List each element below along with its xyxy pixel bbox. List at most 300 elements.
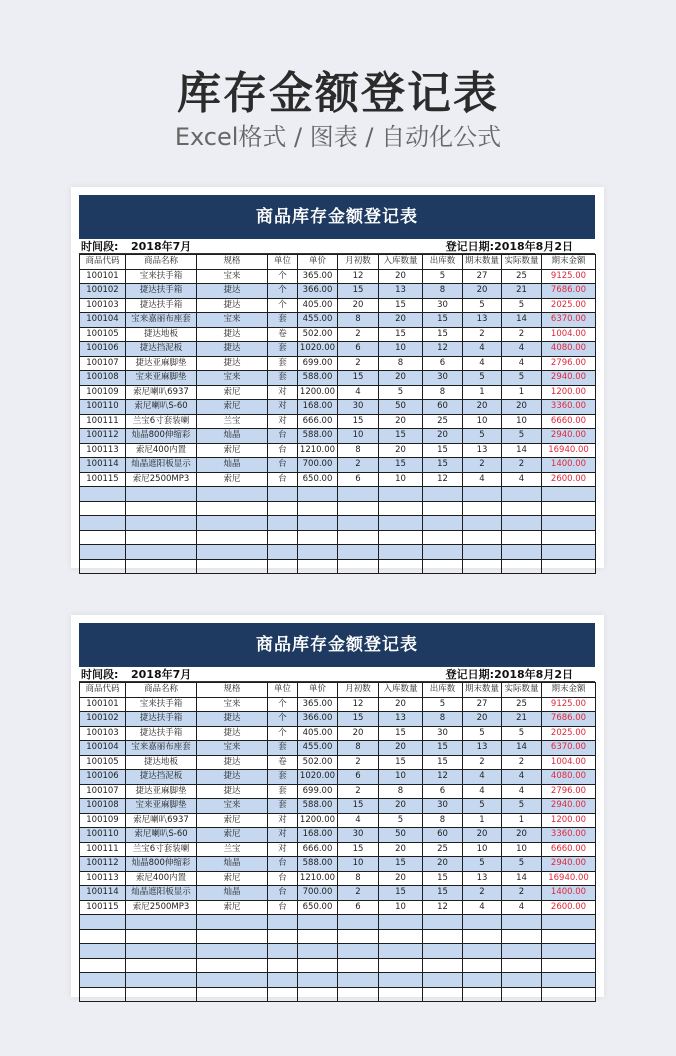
empty-cell: [126, 987, 197, 1002]
cell-col-opening: 20: [338, 298, 379, 313]
empty-cell: [463, 929, 502, 944]
cell-col-amount: 2600.00: [542, 900, 596, 915]
table-row: [80, 857, 596, 872]
cell-col-actual: 4: [502, 356, 542, 371]
cell-col-name: 索尼喇叭6937: [126, 385, 197, 400]
empty-row: [80, 958, 596, 973]
cell-col-name: 宝来扶手箱: [126, 697, 197, 712]
empty-cell: [126, 973, 197, 988]
empty-cell: [502, 915, 542, 930]
cell-col-code: 100108: [80, 799, 126, 814]
cell-col-price: 1200.00: [298, 813, 338, 828]
cell-col-amount: 2940.00: [542, 371, 596, 386]
empty-cell: [542, 944, 596, 959]
cell-col-amount: 6370.00: [542, 313, 596, 328]
cell-col-actual: 10: [502, 414, 542, 429]
cell-col-opening: 20: [338, 726, 379, 741]
empty-cell: [126, 929, 197, 944]
cell-col-actual: 1: [502, 813, 542, 828]
empty-cell: [126, 958, 197, 973]
cell-col-actual: 2: [502, 755, 542, 770]
empty-cell: [338, 915, 379, 930]
empty-cell: [379, 987, 423, 1002]
cell-col-in: 15: [379, 857, 423, 872]
cell-col-actual: 25: [502, 697, 542, 712]
cell-col-price: 1020.00: [298, 342, 338, 357]
empty-cell: [502, 545, 542, 560]
empty-cell: [463, 530, 502, 545]
empty-cell: [502, 973, 542, 988]
empty-cell: [379, 958, 423, 973]
empty-cell: [423, 516, 463, 531]
cell-col-spec: 捷达: [197, 726, 268, 741]
cell-col-price: 700.00: [298, 458, 338, 473]
empty-cell: [542, 530, 596, 545]
table-row: [80, 371, 596, 386]
cell-col-opening: 30: [338, 400, 379, 415]
cell-col-in: 50: [379, 828, 423, 843]
cell-col-name: 兰宝6寸套装喇: [126, 414, 197, 429]
cell-col-code: 100102: [80, 284, 126, 299]
table-row: [80, 400, 596, 415]
empty-cell: [379, 973, 423, 988]
cell-col-opening: 2: [338, 458, 379, 473]
cell-col-code: 100104: [80, 741, 126, 756]
cell-col-price: 1020.00: [298, 770, 338, 785]
empty-cell: [542, 559, 596, 574]
cell-col-amount: 1004.00: [542, 755, 596, 770]
register-date: 登记日期:2018年8月2日: [445, 240, 573, 253]
cell-col-code: 100113: [80, 443, 126, 458]
empty-cell: [338, 973, 379, 988]
cell-col-actual: 4: [502, 770, 542, 785]
page-subtitle: Excel格式 / 图表 / 自动化公式: [174, 123, 502, 151]
empty-cell: [423, 487, 463, 502]
cell-col-closing: 1: [463, 813, 502, 828]
cell-col-out: 5: [423, 697, 463, 712]
cell-col-closing: 20: [463, 828, 502, 843]
cell-col-unit: 对: [268, 414, 298, 429]
empty-cell: [542, 487, 596, 502]
cell-col-amount: 2796.00: [542, 356, 596, 371]
cell-col-out: 30: [423, 298, 463, 313]
empty-cell: [502, 929, 542, 944]
empty-cell: [542, 545, 596, 560]
cell-col-name: 宝来扶手箱: [126, 269, 197, 284]
cell-col-amount: 1400.00: [542, 458, 596, 473]
cell-col-code: 100106: [80, 770, 126, 785]
table-row: [80, 298, 596, 313]
empty-cell: [197, 545, 268, 560]
cell-col-name: 捷达挡泥板: [126, 342, 197, 357]
cell-col-closing: 2: [463, 458, 502, 473]
cell-col-closing: 5: [463, 799, 502, 814]
cell-col-closing: 20: [463, 284, 502, 299]
cell-col-in: 10: [379, 770, 423, 785]
empty-cell: [542, 915, 596, 930]
empty-cell: [298, 915, 338, 930]
cell-col-code: 100101: [80, 697, 126, 712]
empty-cell: [338, 516, 379, 531]
spreadsheet: [79, 623, 595, 1002]
cell-col-actual: 5: [502, 371, 542, 386]
cell-col-name: 索尼喇叭S-60: [126, 400, 197, 415]
cell-col-closing: 5: [463, 429, 502, 444]
cell-col-unit: 对: [268, 385, 298, 400]
empty-cell: [80, 487, 126, 502]
empty-cell: [126, 501, 197, 516]
empty-cell: [298, 545, 338, 560]
cell-col-price: 365.00: [298, 269, 338, 284]
empty-cell: [379, 487, 423, 502]
cell-col-unit: 套: [268, 741, 298, 756]
cell-col-actual: 20: [502, 400, 542, 415]
cell-col-in: 20: [379, 313, 423, 328]
table-row: [80, 741, 596, 756]
cell-col-in: 13: [379, 284, 423, 299]
cell-col-unit: 个: [268, 284, 298, 299]
cell-col-unit: 个: [268, 269, 298, 284]
cell-col-closing: 4: [463, 784, 502, 799]
empty-cell: [338, 559, 379, 574]
cell-col-in: 15: [379, 755, 423, 770]
cell-col-opening: 12: [338, 697, 379, 712]
empty-cell: [80, 545, 126, 560]
cell-col-closing: 2: [463, 327, 502, 342]
header-col-actual: 实际数量: [502, 683, 542, 698]
cell-col-amount: 3360.00: [542, 828, 596, 843]
cell-col-price: 502.00: [298, 327, 338, 342]
cell-col-in: 15: [379, 886, 423, 901]
cell-col-in: 20: [379, 414, 423, 429]
cell-col-in: 20: [379, 269, 423, 284]
cell-col-out: 60: [423, 828, 463, 843]
cell-col-price: 588.00: [298, 799, 338, 814]
empty-cell: [542, 958, 596, 973]
empty-cell: [298, 929, 338, 944]
cell-col-code: 100110: [80, 828, 126, 843]
empty-cell: [80, 516, 126, 531]
cell-col-price: 366.00: [298, 284, 338, 299]
table-row: [80, 697, 596, 712]
cell-col-opening: 10: [338, 429, 379, 444]
cell-col-price: 1200.00: [298, 385, 338, 400]
cell-col-out: 20: [423, 857, 463, 872]
empty-cell: [197, 501, 268, 516]
cell-col-closing: 4: [463, 356, 502, 371]
cell-col-spec: 捷达: [197, 770, 268, 785]
header-col-code: 商品代码: [80, 255, 126, 270]
sheet-preview-2: [71, 615, 604, 997]
period-value: 2018年7月: [131, 240, 192, 253]
empty-cell: [298, 958, 338, 973]
cell-col-unit: 个: [268, 697, 298, 712]
cell-col-price: 588.00: [298, 429, 338, 444]
empty-cell: [268, 987, 298, 1002]
cell-col-code: 100114: [80, 886, 126, 901]
empty-cell: [338, 929, 379, 944]
cell-col-name: 捷达扶手箱: [126, 712, 197, 727]
empty-cell: [542, 516, 596, 531]
cell-col-unit: 套: [268, 770, 298, 785]
table-row: [80, 327, 596, 342]
cell-col-name: 捷达扶手箱: [126, 298, 197, 313]
cell-col-name: 宝来嘉丽布座套: [126, 313, 197, 328]
cell-col-unit: 套: [268, 799, 298, 814]
empty-cell: [268, 487, 298, 502]
cell-col-unit: 台: [268, 857, 298, 872]
cell-col-code: 100102: [80, 712, 126, 727]
empty-cell: [379, 516, 423, 531]
table-row: [80, 472, 596, 487]
empty-cell: [423, 944, 463, 959]
page-title: 库存金额登记表: [177, 68, 499, 119]
cell-col-in: 8: [379, 784, 423, 799]
header-col-spec: 规格: [197, 255, 268, 270]
cell-col-out: 25: [423, 414, 463, 429]
cell-col-opening: 10: [338, 857, 379, 872]
empty-cell: [379, 530, 423, 545]
cell-col-in: 20: [379, 799, 423, 814]
cell-col-amount: 2600.00: [542, 472, 596, 487]
empty-cell: [298, 559, 338, 574]
cell-col-price: 666.00: [298, 414, 338, 429]
cell-col-name: 捷达亚麻脚垫: [126, 356, 197, 371]
table-row: [80, 284, 596, 299]
empty-row: [80, 530, 596, 545]
cell-col-name: 宝来亚麻脚垫: [126, 371, 197, 386]
cell-col-code: 100109: [80, 385, 126, 400]
cell-col-unit: 个: [268, 298, 298, 313]
cell-col-spec: 灿晶: [197, 429, 268, 444]
cell-col-code: 100108: [80, 371, 126, 386]
sheet-info-row: [79, 239, 595, 254]
empty-cell: [502, 516, 542, 531]
cell-col-opening: 6: [338, 472, 379, 487]
cell-col-amount: 9125.00: [542, 269, 596, 284]
table-row: [80, 784, 596, 799]
cell-col-unit: 台: [268, 429, 298, 444]
cell-col-spec: 灿晶: [197, 857, 268, 872]
cell-col-code: 100103: [80, 298, 126, 313]
table-row: [80, 871, 596, 886]
cell-col-code: 100105: [80, 327, 126, 342]
cell-col-code: 100104: [80, 313, 126, 328]
empty-cell: [542, 501, 596, 516]
empty-cell: [423, 929, 463, 944]
cell-col-in: 8: [379, 356, 423, 371]
cell-col-spec: 捷达: [197, 784, 268, 799]
cell-col-spec: 兰宝: [197, 414, 268, 429]
cell-col-spec: 索尼: [197, 472, 268, 487]
cell-col-code: 100114: [80, 458, 126, 473]
cell-col-spec: 捷达: [197, 298, 268, 313]
cell-col-unit: 对: [268, 400, 298, 415]
cell-col-closing: 5: [463, 371, 502, 386]
empty-cell: [126, 545, 197, 560]
cell-col-unit: 套: [268, 342, 298, 357]
cell-col-price: 502.00: [298, 755, 338, 770]
empty-cell: [423, 501, 463, 516]
cell-col-code: 100112: [80, 857, 126, 872]
cell-col-in: 15: [379, 458, 423, 473]
cell-col-name: 宝来嘉丽布座套: [126, 741, 197, 756]
sheet-info-row: [79, 667, 595, 682]
cell-col-amount: 16940.00: [542, 871, 596, 886]
cell-col-out: 12: [423, 770, 463, 785]
empty-cell: [423, 915, 463, 930]
empty-cell: [268, 973, 298, 988]
empty-cell: [502, 530, 542, 545]
cell-col-opening: 8: [338, 443, 379, 458]
cell-col-out: 15: [423, 327, 463, 342]
empty-cell: [338, 545, 379, 560]
cell-col-price: 700.00: [298, 886, 338, 901]
cell-col-amount: 6370.00: [542, 741, 596, 756]
cell-col-actual: 5: [502, 857, 542, 872]
cell-col-code: 100113: [80, 871, 126, 886]
cell-col-amount: 1004.00: [542, 327, 596, 342]
cell-col-actual: 14: [502, 741, 542, 756]
empty-cell: [463, 987, 502, 1002]
cell-col-price: 650.00: [298, 900, 338, 915]
cell-col-spec: 宝来: [197, 741, 268, 756]
empty-cell: [197, 530, 268, 545]
cell-col-opening: 15: [338, 842, 379, 857]
cell-col-out: 8: [423, 813, 463, 828]
empty-cell: [379, 944, 423, 959]
cell-col-closing: 10: [463, 414, 502, 429]
table-row: [80, 443, 596, 458]
cell-col-opening: 6: [338, 770, 379, 785]
cell-col-out: 8: [423, 712, 463, 727]
cell-col-actual: 1: [502, 385, 542, 400]
period-label: 时间段:: [81, 240, 119, 253]
cell-col-name: 索尼400内置: [126, 871, 197, 886]
empty-cell: [379, 545, 423, 560]
cell-col-out: 15: [423, 458, 463, 473]
cell-col-opening: 4: [338, 813, 379, 828]
cell-col-actual: 4: [502, 342, 542, 357]
cell-col-amount: 2940.00: [542, 429, 596, 444]
cell-col-opening: 15: [338, 799, 379, 814]
cell-col-closing: 5: [463, 298, 502, 313]
header-col-actual: 实际数量: [502, 255, 542, 270]
table-row: [80, 712, 596, 727]
cell-col-closing: 27: [463, 269, 502, 284]
empty-cell: [197, 944, 268, 959]
cell-col-price: 168.00: [298, 400, 338, 415]
cell-col-price: 588.00: [298, 857, 338, 872]
cell-col-out: 15: [423, 313, 463, 328]
cell-col-unit: 台: [268, 871, 298, 886]
sheet-preview-1: [71, 187, 604, 568]
table-row: [80, 813, 596, 828]
empty-cell: [463, 958, 502, 973]
cell-col-name: 捷达地板: [126, 327, 197, 342]
table-row: [80, 414, 596, 429]
header-col-opening: 月初数: [338, 255, 379, 270]
empty-row: [80, 944, 596, 959]
cell-col-in: 50: [379, 400, 423, 415]
empty-cell: [463, 516, 502, 531]
cell-col-out: 6: [423, 784, 463, 799]
empty-row: [80, 929, 596, 944]
cell-col-code: 100111: [80, 842, 126, 857]
cell-col-out: 15: [423, 886, 463, 901]
cell-col-opening: 15: [338, 712, 379, 727]
cell-col-unit: 对: [268, 813, 298, 828]
cell-col-out: 30: [423, 799, 463, 814]
cell-col-name: 索尼400内置: [126, 443, 197, 458]
cell-col-price: 365.00: [298, 697, 338, 712]
cell-col-out: 12: [423, 900, 463, 915]
cell-col-closing: 2: [463, 755, 502, 770]
cell-col-opening: 2: [338, 755, 379, 770]
cell-col-unit: 套: [268, 371, 298, 386]
cell-col-unit: 套: [268, 784, 298, 799]
table-row: [80, 726, 596, 741]
cell-col-amount: 9125.00: [542, 697, 596, 712]
cell-col-actual: 2: [502, 327, 542, 342]
cell-col-out: 15: [423, 755, 463, 770]
cell-col-spec: 灿晶: [197, 886, 268, 901]
cell-col-spec: 宝来: [197, 313, 268, 328]
empty-cell: [463, 915, 502, 930]
empty-cell: [338, 487, 379, 502]
cell-col-name: 捷达扶手箱: [126, 284, 197, 299]
cell-col-amount: 2940.00: [542, 799, 596, 814]
cell-col-amount: 6660.00: [542, 842, 596, 857]
table-row: [80, 828, 596, 843]
empty-cell: [298, 516, 338, 531]
empty-cell: [197, 929, 268, 944]
empty-cell: [338, 944, 379, 959]
cell-col-out: 15: [423, 871, 463, 886]
empty-cell: [80, 559, 126, 574]
cell-col-amount: 1200.00: [542, 813, 596, 828]
empty-cell: [80, 915, 126, 930]
empty-row: [80, 501, 596, 516]
table-row: [80, 269, 596, 284]
cell-col-closing: 13: [463, 313, 502, 328]
cell-col-out: 25: [423, 842, 463, 857]
cell-col-name: 灿晶遮阳板显示: [126, 458, 197, 473]
cell-col-actual: 14: [502, 313, 542, 328]
cell-col-unit: 台: [268, 472, 298, 487]
cell-col-opening: 15: [338, 284, 379, 299]
header-col-out: 出库数: [423, 683, 463, 698]
cell-col-in: 13: [379, 712, 423, 727]
empty-cell: [423, 973, 463, 988]
cell-col-in: 15: [379, 726, 423, 741]
empty-cell: [80, 944, 126, 959]
header-col-name: 商品名称: [126, 683, 197, 698]
header-col-closing: 期末数量: [463, 683, 502, 698]
empty-cell: [463, 973, 502, 988]
empty-cell: [126, 559, 197, 574]
empty-row: [80, 559, 596, 574]
spreadsheet: [79, 195, 595, 574]
cell-col-in: 20: [379, 842, 423, 857]
cell-col-unit: 对: [268, 842, 298, 857]
empty-cell: [423, 958, 463, 973]
cell-col-spec: 灿晶: [197, 458, 268, 473]
cell-col-in: 20: [379, 443, 423, 458]
empty-cell: [379, 501, 423, 516]
empty-cell: [463, 559, 502, 574]
cell-col-out: 20: [423, 429, 463, 444]
